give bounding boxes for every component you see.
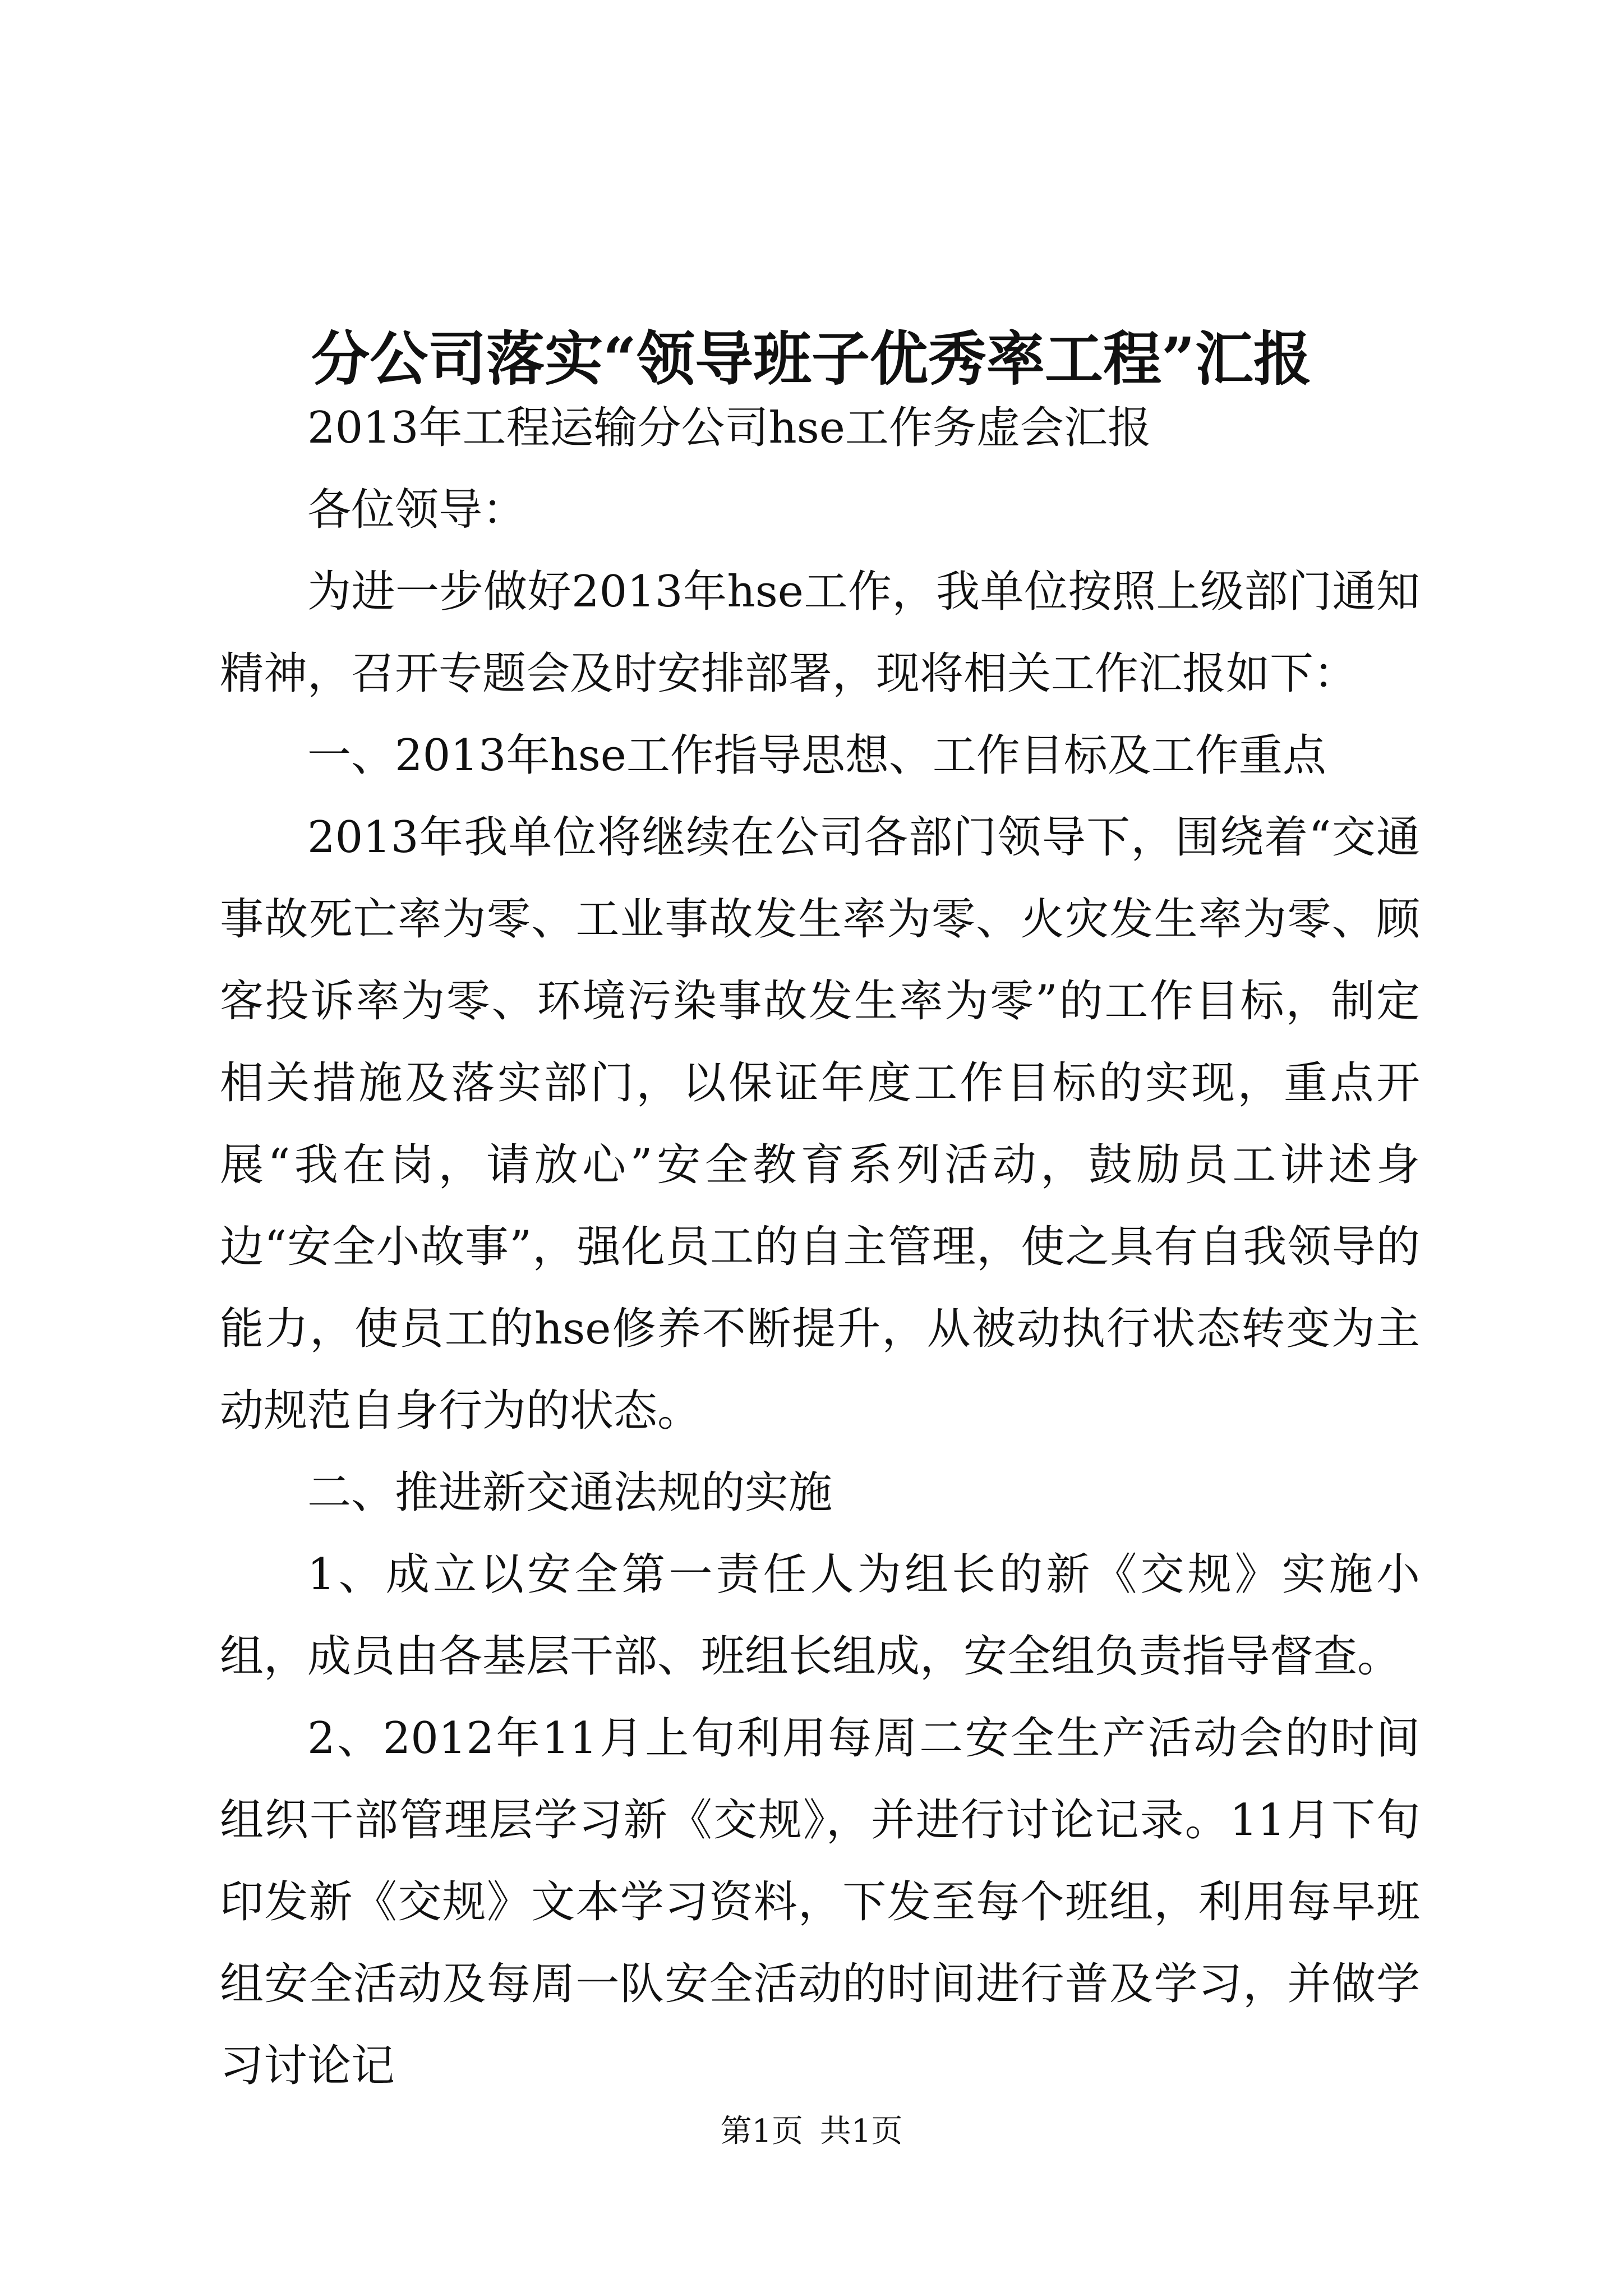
document-title: 分公司落实“领导班子优秀率工程”汇报 [311, 324, 1312, 393]
document-body [220, 387, 1420, 2107]
section-heading-2: 二、推进新交通法规的实施 [307, 1467, 833, 1518]
salutation-paragraph: 各位领导： [307, 485, 527, 535]
page-number: 第1页 [720, 2113, 804, 2150]
section-heading-1: 一、2013年hse工作指导思想、工作目标及工作重点 [307, 730, 1326, 781]
section-2-item-2: 2、2012年11月上旬利用每周二安全生产活动会的时间组织干部管理层学习新《交规》，并进行讨论记录。11月下旬印发新《交规》文本学习资料，下发至每个班组，利用每早班组安全活动及每周一队安全活动的时间进行普及学习，并做学习讨论记 [220, 1713, 1420, 2091]
section-1-paragraph: 2013年我单位将继续在公司各部门领导下，围绕着“交通事故死亡率为零、工业事故发生率为零、火灾发生率为零、顾客投诉率为零、环境污染事故发生率为零”的工作目标，制定相关措施及落实部门，以保证年度工作目标的实现，重点开展“我在岗，请放心”安全教育系列活动，鼓励员工讲述身边“安全小故事”，强化员工的自主管理，使之具有自我领导的能力，使员工的hse修养不断提升，从被动执行状态转变为主动规范自身行为的状态。 [220, 812, 1420, 1436]
intro-paragraph: 为进一步做好2013年hse工作，我单位按照上级部门通知精神，召开专题会及时安排部署，现将相关工作汇报如下： [220, 567, 1420, 699]
subtitle-paragraph: 2013年工程运输分公司hse工作务虚会汇报 [307, 403, 1151, 453]
section-2-item-1: 1、成立以安全第一责任人为组长的新《交规》实施小组，成员由各基层干部、班组长组成，安全组负责指导督查。 [220, 1549, 1420, 1682]
page-footer [0, 2109, 1623, 2154]
page-total: 共1页 [819, 2113, 903, 2150]
